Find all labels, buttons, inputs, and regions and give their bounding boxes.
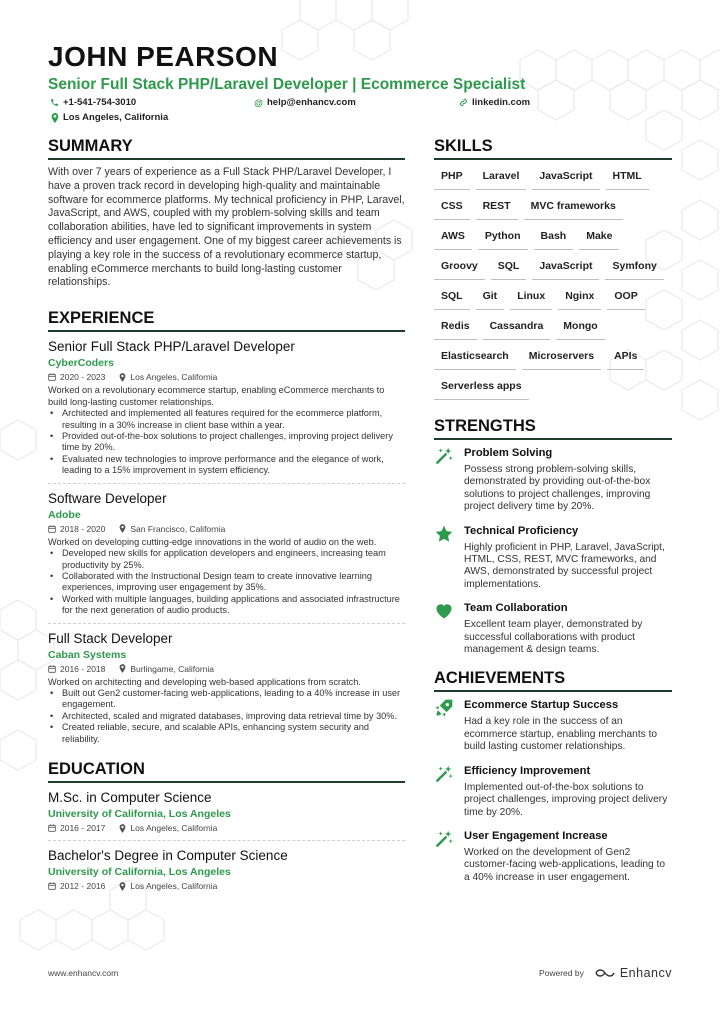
item-description: Implemented out-of-the-box solutions to project challenges, improving project delivery time by 20%. — [464, 781, 668, 818]
bullet-item: • Developed new skills for application developers and engineers, increasing team productivity by 25%. — [48, 548, 405, 571]
item-body — [464, 829, 672, 884]
magic-wand-icon — [434, 764, 454, 784]
skill-tag: APIs — [607, 346, 644, 376]
candidate-name: JOHN PEARSON — [48, 41, 279, 72]
calendar-icon — [48, 373, 56, 381]
calendar-icon — [48, 882, 56, 890]
rocket-icon — [434, 698, 454, 718]
skill-tag: Nginx — [558, 286, 601, 316]
skill-tag: SQL — [434, 286, 470, 316]
star-icon — [434, 524, 454, 544]
divider — [48, 840, 405, 841]
skill-tag: Python — [478, 226, 528, 256]
bullet-item: • Worked with multiple languages, building applications and associated infrastructure for the next generation of audio products. — [48, 594, 405, 617]
skill-tag: Mongo — [556, 316, 604, 346]
calendar-icon — [48, 525, 56, 533]
skill-tag: CSS — [434, 196, 470, 226]
footer — [48, 968, 672, 978]
phone-text: +1-541-754-3010 — [63, 97, 137, 108]
job-title: Software Developer — [48, 490, 167, 506]
skill-tag: HTML — [606, 166, 649, 196]
summary-text: With over 7 years of experience as a Full Stack PHP/Laravel Developer, I have a proven track record in developing high-quality and maintainable software for ecommerce platforms. My technical proficiency in PHP, Laravel, JavaScript, and AWS, coupled with my problem-solving skills and team collaboration abilities, have led to significant improvements in system efficiency and user engagement. One of my biggest career achievements is playing a key role in the success of a revolutionary ecommerce startup, enabling eCommerce merchants to build long-lasting customer relationships. — [48, 166, 405, 289]
resume — [48, 41, 672, 892]
bullet-item: • Architected and implemented all features required for the ecommerce platform, resulting in a 30% increase in client base within a year. — [48, 408, 405, 431]
skill-tag: Bash — [534, 226, 574, 256]
item-body — [464, 698, 672, 753]
location — [119, 822, 217, 834]
experience-list — [48, 338, 405, 745]
skill-tag: Symfony — [605, 256, 663, 286]
skill-tag: Groovy — [434, 256, 485, 286]
item-title: User Engagement Increase — [464, 829, 608, 842]
skill-tag: SQL — [491, 256, 527, 286]
location-text: Los Angeles, California — [63, 112, 169, 123]
date-range — [48, 663, 105, 675]
job-entry — [48, 630, 405, 746]
item-description: Highly proficient in PHP, Laravel, JavaScript, HTML, CSS, REST, MVC frameworks, and AWS, demonstrated by successful project implementations. — [464, 541, 665, 590]
skills-list — [434, 166, 672, 406]
degree-title: M.Sc. in Computer Science — [48, 790, 212, 806]
skill-tag: REST — [476, 196, 518, 226]
location-text: Los Angeles, California — [130, 881, 218, 892]
bullet-item: • Collaborated with the Instructional Design team to create innovative learning experiences, improving user engagement by 35%. — [48, 571, 405, 594]
contact-email[interactable] — [254, 97, 356, 108]
contact-info — [48, 96, 672, 130]
meta-row — [48, 371, 405, 383]
enhancv-logo-icon — [594, 967, 616, 979]
bullet-item: • Architected, scaled and migrated databases, improving data retrieval time by 30%. — [48, 711, 405, 722]
skill-tag: AWS — [434, 226, 472, 256]
meta-row — [48, 822, 405, 834]
job-description: Worked on a revolutionary ecommerce startup, enabling eCommerce merchants to build long-lasting customer relationships. — [48, 385, 385, 407]
strengths-heading: STRENGTHS — [434, 416, 672, 440]
meta-row — [48, 663, 405, 675]
skill-tag: OOP — [607, 286, 644, 316]
location-text: Burlingame, California — [130, 663, 214, 674]
location — [119, 371, 217, 383]
skill-tag: Elasticsearch — [434, 346, 516, 376]
magic-wand-icon — [434, 446, 454, 466]
item-title: Efficiency Improvement — [464, 764, 591, 777]
phone-icon — [50, 98, 59, 107]
school-name: University of California, Los Angeles — [48, 866, 231, 879]
enhancv-brand-text: Enhancv — [619, 966, 672, 980]
list-item — [434, 446, 672, 514]
location — [119, 523, 225, 535]
linkedin-text: linkedin.com — [472, 97, 531, 108]
date-text: 2016 - 2017 — [60, 823, 106, 834]
left-column — [48, 136, 405, 892]
list-item — [434, 764, 672, 819]
bullet-item: • Created reliable, secure, and scalable APIs, enhancing system security and reliability. — [48, 722, 405, 745]
date-range — [48, 822, 105, 834]
job-bullets — [48, 548, 405, 616]
strengths-list — [434, 446, 672, 656]
powered-by-label: Powered by — [538, 968, 584, 978]
footer-website[interactable]: www.enhancv.com — [48, 968, 119, 978]
job-entry — [48, 338, 405, 476]
experience-heading: EXPERIENCE — [48, 308, 405, 332]
powered-by — [539, 966, 672, 980]
email-text: help@enhancv.com — [267, 97, 356, 108]
company-name: Adobe — [48, 508, 81, 521]
right-column — [434, 136, 672, 894]
list-item — [434, 524, 672, 592]
skill-tag: Cassandra — [483, 316, 551, 346]
skills-heading: SKILLS — [434, 136, 672, 160]
skill-tag: PHP — [434, 166, 470, 196]
item-body — [464, 764, 672, 819]
date-range — [48, 880, 105, 892]
list-item — [434, 698, 672, 753]
summary-heading: SUMMARY — [48, 136, 405, 160]
company-name: Caban Systems — [48, 648, 127, 661]
date-text: 2018 - 2020 — [60, 523, 106, 534]
skill-tag: Make — [579, 226, 619, 256]
calendar-icon — [48, 665, 56, 673]
job-entry — [48, 490, 405, 617]
location-pin-icon — [119, 882, 126, 891]
location-pin-icon — [119, 524, 126, 533]
skill-tag: Redis — [434, 316, 477, 346]
contact-location — [50, 112, 168, 123]
list-item — [434, 829, 672, 884]
enhancv-logo[interactable] — [594, 966, 672, 980]
heart-icon — [434, 601, 454, 621]
date-range — [48, 371, 105, 383]
item-title: Team Collaboration — [464, 602, 568, 615]
location-pin-icon — [119, 824, 126, 833]
meta-row — [48, 523, 405, 535]
education-entry — [48, 847, 405, 892]
education-heading: EDUCATION — [48, 759, 405, 783]
item-description: Possess strong problem-solving skills, demonstrated by providing out-of-the-box solutions to project challenges, improving project delivery time by 20%. — [464, 464, 651, 513]
item-description: Worked on the development of Gen2 customer-facing web-applications, leading to a 40% increase in user engagement. — [464, 846, 666, 883]
at-icon: @ — [254, 97, 263, 108]
bullet-item: • Built out Gen2 customer-facing web-applications, leading to a 40% increase in user engagement. — [48, 688, 405, 711]
job-description: Worked on developing cutting-edge innovations in the world of audio on the web. — [48, 536, 377, 547]
location-text: San Francisco, California — [130, 523, 226, 534]
date-range — [48, 523, 105, 535]
location — [119, 663, 214, 675]
date-text: 2012 - 2016 — [60, 881, 106, 892]
divider — [48, 483, 405, 484]
contact-phone[interactable] — [50, 97, 136, 108]
calendar-icon — [48, 824, 56, 832]
location-text: Los Angeles, California — [130, 372, 218, 383]
item-body — [464, 524, 672, 592]
job-description: Worked on architecting and developing web-based applications from scratch. — [48, 676, 361, 687]
item-body — [464, 601, 672, 656]
location-pin-icon — [119, 373, 126, 382]
date-text: 2016 - 2018 — [60, 663, 106, 674]
job-bullets — [48, 408, 405, 476]
location-pin-icon — [50, 113, 59, 123]
bullet-item: • Evaluated new technologies to improve performance and the elegance of work, leading to a 15% improvement in system efficiency. — [48, 454, 405, 477]
location — [119, 880, 217, 892]
skill-tag: JavaScript — [532, 166, 599, 196]
item-description: Had a key role in the success of an ecommerce startup, enabling merchants to build lasting customer relationships. — [464, 716, 658, 753]
item-body — [464, 446, 672, 514]
job-title: Full Stack Developer — [48, 630, 173, 646]
link-icon — [459, 98, 468, 107]
date-text: 2020 - 2023 — [60, 372, 106, 383]
skill-tag: MVC frameworks — [524, 196, 623, 226]
job-title: Senior Full Stack PHP/Laravel Developer — [48, 339, 295, 355]
company-name: CyberCoders — [48, 357, 114, 370]
skill-tag: Linux — [510, 286, 552, 316]
item-title: Problem Solving — [464, 447, 553, 459]
skill-tag: Microservers — [522, 346, 601, 376]
job-bullets — [48, 688, 405, 745]
skill-tag: Git — [476, 286, 505, 316]
achievements-list — [434, 698, 672, 884]
list-item — [434, 601, 672, 656]
item-title: Technical Proficiency — [464, 524, 579, 537]
magic-wand-icon — [434, 829, 454, 849]
skill-tag: Laravel — [476, 166, 527, 196]
divider — [48, 623, 405, 624]
achievements-heading: ACHIEVEMENTS — [434, 668, 672, 692]
candidate-title: Senior Full Stack PHP/Laravel Developer | Ecommerce Specialist — [48, 76, 526, 93]
contact-linkedin[interactable] — [459, 97, 530, 108]
item-description: Excellent team player, demonstrated by successful collaborations with product management & design teams. — [464, 619, 643, 656]
meta-row — [48, 880, 405, 892]
education-list — [48, 789, 405, 892]
location-text: Los Angeles, California — [130, 823, 218, 834]
skill-tag: JavaScript — [532, 256, 599, 286]
education-entry — [48, 789, 405, 834]
location-pin-icon — [119, 664, 126, 673]
bullet-item: • Provided out-of-the-box solutions to project challenges, improving project delivery time by 20%. — [48, 431, 405, 454]
skill-tag: Serverless apps — [434, 376, 529, 406]
item-title: Ecommerce Startup Success — [464, 699, 619, 712]
school-name: University of California, Los Angeles — [48, 808, 231, 821]
degree-title: Bachelor's Degree in Computer Science — [48, 848, 288, 864]
